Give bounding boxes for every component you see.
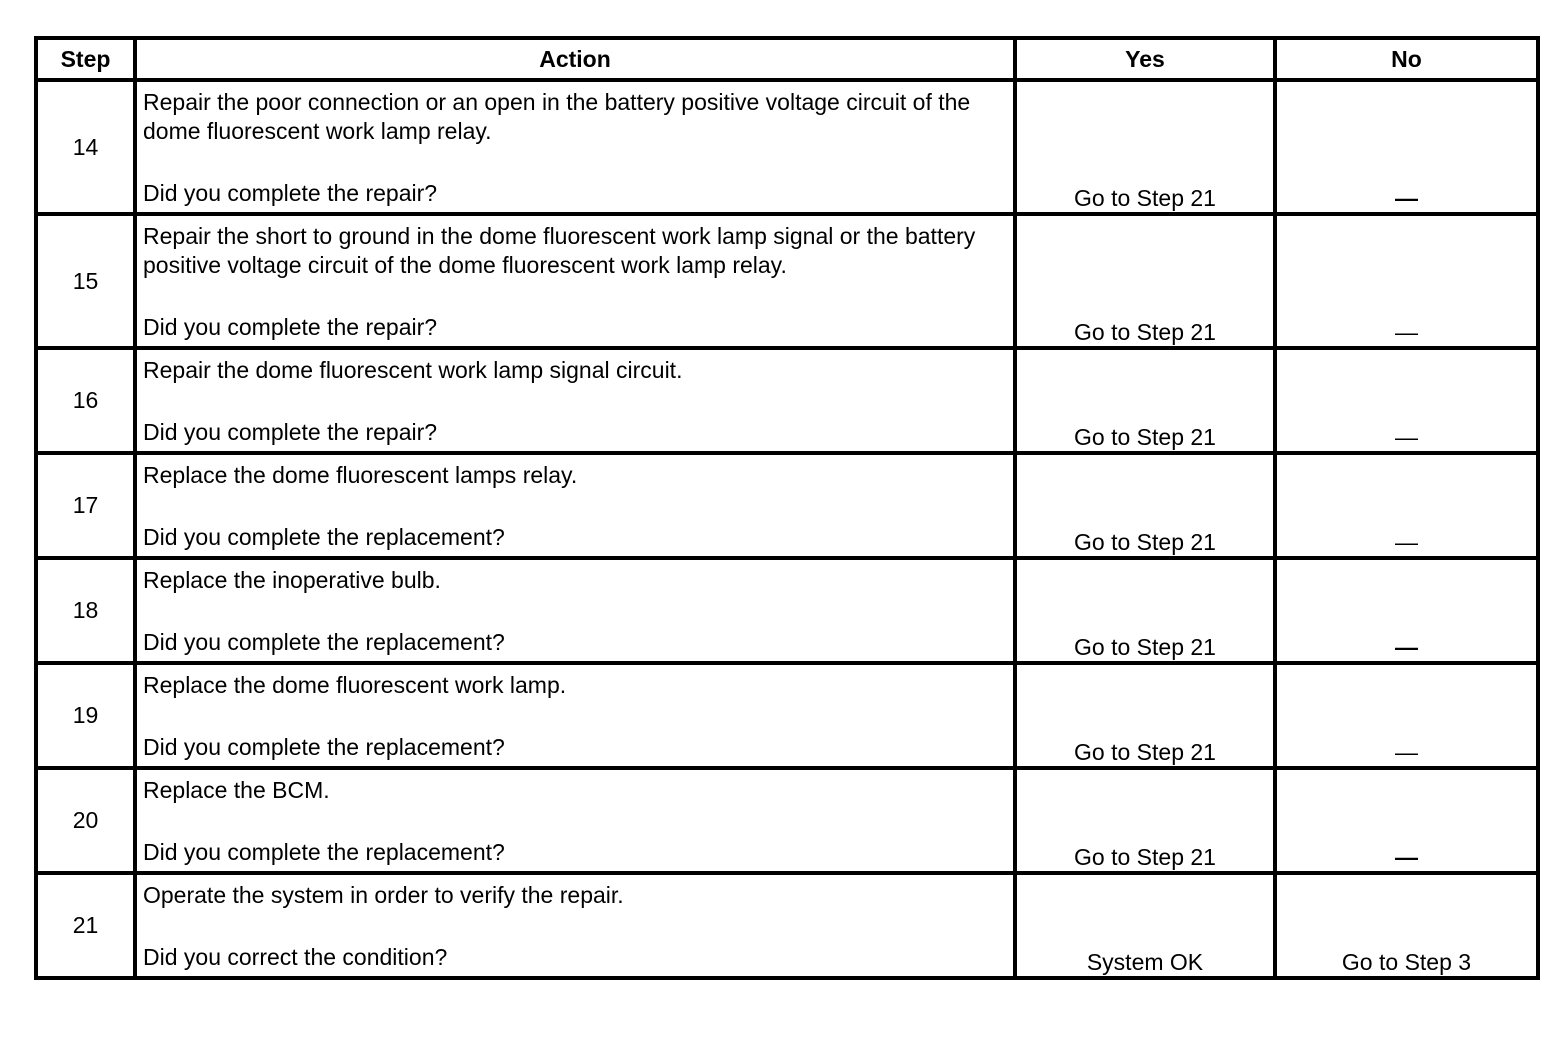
action-question: Did you complete the repair? bbox=[143, 419, 438, 445]
step-number: 21 bbox=[36, 873, 135, 978]
action-question: Did you correct the condition? bbox=[143, 944, 448, 970]
step-number: 20 bbox=[36, 768, 135, 873]
step-number: 19 bbox=[36, 663, 135, 768]
action-text: Replace the BCM. bbox=[143, 777, 330, 803]
no-result: — bbox=[1275, 768, 1538, 873]
action-cell bbox=[135, 80, 1015, 214]
header-step: Step bbox=[36, 38, 135, 80]
action-question: Did you complete the repair? bbox=[143, 180, 438, 206]
header-action: Action bbox=[135, 38, 1015, 80]
no-result: Go to Step 3 bbox=[1275, 873, 1538, 978]
yes-result: Go to Step 21 bbox=[1015, 348, 1275, 453]
yes-result: Go to Step 21 bbox=[1015, 663, 1275, 768]
action-text: Replace the dome fluorescent lamps relay. bbox=[143, 462, 578, 488]
action-text: Repair the short to ground in the dome fluorescent work lamp signal or the battery positive voltage circuit of the dome fluorescent work lamp relay. bbox=[143, 223, 976, 278]
step-number: 16 bbox=[36, 348, 135, 453]
action-question: Did you complete the replacement? bbox=[143, 839, 505, 865]
action-text: Operate the system in order to verify the repair. bbox=[143, 882, 624, 908]
action-text: Repair the poor connection or an open in the battery positive voltage circuit of the dome fluorescent work lamp relay. bbox=[143, 89, 971, 144]
action-cell bbox=[135, 768, 1015, 873]
header-yes: Yes bbox=[1015, 38, 1275, 80]
table-row bbox=[36, 80, 1538, 214]
step-number: 17 bbox=[36, 453, 135, 558]
action-question: Did you complete the replacement? bbox=[143, 629, 505, 655]
table-row bbox=[36, 214, 1538, 348]
action-question: Did you complete the replacement? bbox=[143, 734, 505, 760]
step-number: 15 bbox=[36, 214, 135, 348]
table-row bbox=[36, 768, 1538, 873]
action-text: Repair the dome fluorescent work lamp signal circuit. bbox=[143, 357, 683, 383]
step-number: 14 bbox=[36, 80, 135, 214]
action-cell bbox=[135, 663, 1015, 768]
yes-result: Go to Step 21 bbox=[1015, 80, 1275, 214]
no-result: — bbox=[1275, 453, 1538, 558]
action-question: Did you complete the repair? bbox=[143, 314, 438, 340]
yes-result: Go to Step 21 bbox=[1015, 558, 1275, 663]
no-result: — bbox=[1275, 348, 1538, 453]
table-row bbox=[36, 453, 1538, 558]
action-text: Replace the dome fluorescent work lamp. bbox=[143, 672, 567, 698]
yes-result: Go to Step 21 bbox=[1015, 453, 1275, 558]
action-question: Did you complete the replacement? bbox=[143, 524, 505, 550]
table-row bbox=[36, 873, 1538, 978]
no-result: — bbox=[1275, 558, 1538, 663]
table-row bbox=[36, 663, 1538, 768]
action-cell bbox=[135, 348, 1015, 453]
header-no: No bbox=[1275, 38, 1538, 80]
action-text: Replace the inoperative bulb. bbox=[143, 567, 441, 593]
yes-result: System OK bbox=[1015, 873, 1275, 978]
action-cell bbox=[135, 214, 1015, 348]
action-cell bbox=[135, 873, 1015, 978]
no-result: — bbox=[1275, 663, 1538, 768]
table-row bbox=[36, 558, 1538, 663]
yes-result: Go to Step 21 bbox=[1015, 768, 1275, 873]
action-cell bbox=[135, 558, 1015, 663]
diagnostic-table bbox=[34, 36, 1540, 980]
header-row bbox=[36, 38, 1538, 80]
yes-result: Go to Step 21 bbox=[1015, 214, 1275, 348]
no-result: — bbox=[1275, 214, 1538, 348]
no-result: — bbox=[1275, 80, 1538, 214]
table-row bbox=[36, 348, 1538, 453]
step-number: 18 bbox=[36, 558, 135, 663]
action-cell bbox=[135, 453, 1015, 558]
